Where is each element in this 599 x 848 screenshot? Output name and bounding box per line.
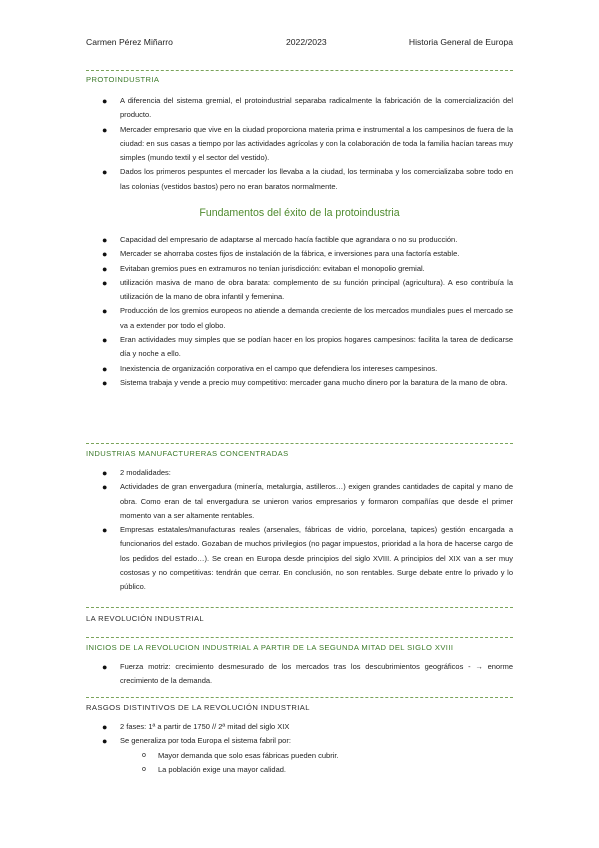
rasgos-list [86,720,513,777]
list-item: ● 2 fases: 1ª a partir de 1750 // 2ª mitad del siglo XIX [86,720,513,734]
list-item: ● Evitaban gremios pues en extramuros no tenían jurisdicción: evitaban el monopolio gremial. [86,262,513,276]
bullet-icon: ● [102,263,108,274]
bullet-icon: ● [102,377,108,388]
section-heading-industrias: INDUSTRIAS MANUFACTURERAS CONCENTRADAS [86,449,289,458]
list-item: ● utilización masiva de mano de obra barata: complemento de su función principal (agricultura). A eso contribuía la utilización de la mano de obra infantil y femenina. [102,277,513,302]
bullet-icon: ● [102,468,108,478]
page-header [86,37,513,51]
list-item: ● Se generaliza por toda Europa el sistema fabril por: [86,734,513,748]
sub-list-item: o Mayor demanda que solo esas fábricas pueden cubrir. [86,749,513,763]
section-heading-protoindustria: PROTOINDUSTRIA [86,75,160,84]
bullet-icon: ● [102,482,108,493]
section-heading-revolucion: LA REVOLUCIÓN INDUSTRIAL [86,614,205,623]
bullet-icon: ● [102,277,108,288]
inicios-list [86,660,513,689]
protoindustria-list [86,94,513,194]
list-item: ● Fuerza motriz: crecimiento desmesurado de los mercados tras los descubrimientos geográficos - → enorme crecimiento de la demanda. [102,662,513,686]
bullet-icon: ● [102,124,108,135]
list-item: ● Eran actividades muy simples que se podían hacer en los propios hogares campesinos: facilita la tarea de dedicarse día y noche a ello. [102,335,513,359]
sub-bullet-icon: o [142,765,146,773]
divider [86,70,513,71]
list-item: ● Empresas estatales/manufacturas reales (arsenales, fábricas de vidrio, porcelana, tapices) gestión encargada a funcionarios del estado. Gozaban de muchos privilegios (no pagar impuestos, prioridad a la hora de hacerse cargo de los pedidos del estado…). Se crean en Europa desde principios del siglo XVIII. A principios del XIX van a ser muy costosas y no competitivas: tendrán que cerrar. En conclusión, no son rentables. Surge debate entre lo privado y lo público. [102,525,513,592]
divider [86,637,513,638]
fundamentos-list [86,233,513,390]
divider [86,697,513,698]
section-heading-rasgos: RASGOS DISTINTIVOS DE LA REVOLUCIÓN INDUSTRIAL [86,703,310,712]
sub-bullet-icon: o [142,751,146,759]
bullet-icon: ● [102,722,108,732]
bullet-icon: ● [102,335,108,346]
bullet-icon: ● [102,662,108,672]
header-subject: Historia General de Europa [408,37,513,47]
list-item: ● Actividades de gran envergadura (minería, metalurgia, astilleros…) exigen grandes cantidades de capital y mano de obra. Como eran de tal envergadura se unieron varios empresarios y formaron compañías que desde el primer momento van a ser altamente rentables. [102,482,513,520]
bullet-icon: ● [102,235,108,245]
bullet-icon: ● [102,167,108,178]
section-heading-inicios: INICIOS DE LA REVOLUCION INDUSTRIAL A PARTIR DE LA SEGUNDA MITAD DEL SIGLO XVIII [86,643,454,652]
bullet-icon: ● [102,249,108,260]
list-item: ● Sistema trabaja y vende a precio muy competitivo: mercader gana mucho dinero por la baratura de la mano de obra. [86,376,513,390]
bullet-icon: ● [102,306,108,317]
list-item: ● Inexistencia de organización corporativa en el campo que defendiera los intereses campesinos. [86,362,513,376]
list-item: ● 2 modalidades: [86,466,513,480]
bullet-icon: ● [102,736,108,747]
header-year: 2022/2023 [286,37,327,47]
header-author: Carmen Pérez Miñarro [86,37,173,47]
list-item: ● Dados los primeros pespuntes el mercader los llevaba a la ciudad, los terminaba y los comercializaba sobre todo en las colonias (vestidos bastos) pero no eran baratos normalmente. [102,167,513,191]
list-item: ● A diferencia del sistema gremial, el protoindustrial separaba radicalmente la fabricación de la comercialización del producto. [102,96,513,120]
divider [86,607,513,608]
list-item: ● Producción de los gremios europeos no atiende a demanda creciente de los mercados mundiales pues el mercado se va a extender por todo el globo. [102,306,513,330]
bullet-icon: ● [102,525,108,536]
list-item: ● Capacidad del empresario de adaptarse al mercado hacía factible que agrandara o no su producción. [86,233,513,247]
divider [86,443,513,444]
fundamentos-title: Fundamentos del éxito de la protoindustria [199,207,400,219]
list-item: ● Mercader se ahorraba costes fijos de instalación de la fábrica, e inversiones para una factoría estable. [86,247,513,261]
list-item: ● Mercader empresario que vive en la ciudad proporciona materia prima e instrumental a los campesinos de fuera de la ciudad: en sus casas a tiempo por las actividades agrícolas y con la colaboración de toda la familia hacían tareas muy simples (mundo textil y el sector del vestido). [102,124,513,163]
bullet-icon: ● [102,96,108,106]
bullet-icon: ● [102,363,108,374]
industrias-list [86,466,513,595]
sub-list-item: o La población exige una mayor calidad. [86,763,513,777]
